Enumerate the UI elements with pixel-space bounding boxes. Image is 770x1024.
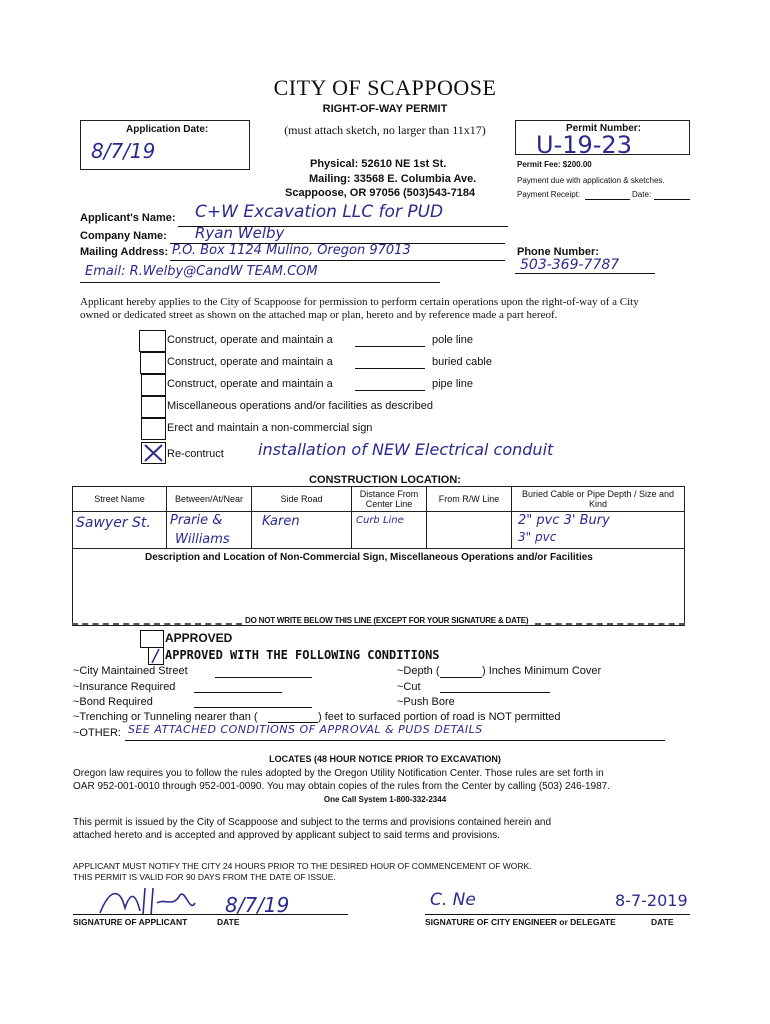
row-cell-rw bbox=[426, 511, 512, 549]
city-title: CITY OF SCAPPOOSE bbox=[273, 75, 497, 100]
payment-date-label: Date: bbox=[632, 190, 652, 199]
option-suffix-cable: buried cable bbox=[432, 356, 492, 368]
locates-line3: One Call System 1-800-332-2344 bbox=[323, 795, 447, 804]
col-street-name: Street Name bbox=[72, 486, 167, 512]
option-blank-pole bbox=[355, 346, 425, 347]
applicant-name-label: Applicant's Name: bbox=[80, 212, 176, 224]
city-street-line bbox=[215, 677, 312, 678]
option-label-pole: Construct, operate and maintain a bbox=[167, 334, 333, 346]
city-date-value: 8-7-2019 bbox=[615, 891, 688, 910]
intro-text: Applicant hereby applies to the City of Scappoose for permission to perform certain operations upon the right-of-way of a City owned or dedicated street as shown on the attached map or plan, hereto and by reference made a part hereof. bbox=[80, 296, 639, 321]
city-date-label: DATE bbox=[651, 917, 674, 927]
locates-line1: Oregon law requires you to follow the rules adopted by the Oregon Utility Notification Center. Those rules are set forth in bbox=[73, 768, 604, 779]
col-depth: Buried Cable or Pipe Depth / Size and Kind bbox=[511, 486, 685, 512]
other-value: SEE ATTACHED CONDITIONS OF APPROVAL & PUDS DETAILS bbox=[128, 723, 483, 736]
approved-label: APPROVED bbox=[165, 631, 233, 645]
email-value: Email: R.Welby@CandW TEAM.COM bbox=[85, 264, 318, 279]
mailing-address-value: P.O. Box 1124 Mulino, Oregon 97013 bbox=[172, 243, 411, 258]
application-date-value: 8/7/19 bbox=[91, 139, 156, 163]
insurance-label: ~Insurance Required bbox=[73, 681, 176, 693]
depth-value-2: 3" pvc bbox=[518, 530, 557, 544]
bond-label: ~Bond Required bbox=[73, 696, 153, 708]
mailing-address-label: Mailing Address: bbox=[80, 246, 169, 258]
divider-dashes-right bbox=[535, 623, 685, 625]
payment-due: Payment due with application & sketches. bbox=[517, 176, 665, 185]
option-suffix-pole: pole line bbox=[432, 334, 473, 346]
depth-label: ~Depth ( bbox=[397, 665, 440, 677]
company-name-label: Company Name: bbox=[80, 230, 167, 242]
mailing-address: Mailing: 33568 E. Columbia Ave. bbox=[309, 173, 477, 185]
phone-label: Phone Number: bbox=[517, 246, 599, 258]
issued-line1: This permit is issued by the City of Scappoose and subject to the terms and provisions contained herein and bbox=[73, 817, 552, 828]
depth-value-1: 2" pvc 3' Bury bbox=[518, 513, 610, 528]
mailing-address-line bbox=[170, 260, 505, 261]
company-name-value: Ryan Welby bbox=[195, 224, 285, 242]
permit-fee: Permit Fee: $200.00 bbox=[517, 160, 592, 169]
locates-line2: OAR 952-001-0010 through 952-001-0090. You may obtain copies of the rules from the Center by calling (503) 246-1987. bbox=[73, 781, 611, 792]
option-checkbox-misc[interactable] bbox=[141, 396, 166, 418]
col-rw-line: From R/W Line bbox=[426, 486, 512, 512]
city-street-label: ~City Maintained Street bbox=[73, 665, 188, 677]
option-blank-cable bbox=[355, 368, 425, 369]
trenching-label: ~Trenching or Tunneling nearer than ( bbox=[73, 711, 258, 723]
city-signature-label: SIGNATURE OF CITY ENGINEER or DELEGATE bbox=[425, 917, 616, 927]
city-signature-line bbox=[425, 914, 690, 915]
recontruct-note: installation of NEW Electrical conduit bbox=[258, 440, 554, 459]
applicant-signature-line bbox=[73, 914, 348, 915]
city-signature: C. Ne bbox=[430, 890, 476, 910]
check-x-icon bbox=[142, 443, 165, 463]
depth-tail: ) Inches Minimum Cover bbox=[482, 665, 602, 677]
col-distance: Distance From Center Line bbox=[351, 486, 427, 512]
cut-line bbox=[440, 692, 550, 693]
payment-receipt-label: Payment Receipt: bbox=[517, 190, 581, 199]
notice-line1: APPLICANT MUST NOTIFY THE CITY 24 HOURS PRIOR TO THE DESIRED HOUR OF COMMENCEMENT OF WORK. bbox=[73, 861, 532, 871]
divider-text: DO NOT WRITE BELOW THIS LINE (EXCEPT FOR YOUR SIGNATURE & DATE) bbox=[245, 616, 529, 625]
cut-label: ~Cut bbox=[397, 681, 421, 693]
between-value-2: Williams bbox=[175, 532, 230, 547]
side-road-value: Karen bbox=[262, 514, 300, 529]
option-label-misc: Miscellaneous operations and/or facilities as described bbox=[167, 400, 433, 412]
phone-value: 503-369-7787 bbox=[520, 257, 620, 273]
option-checkbox-pole[interactable] bbox=[139, 330, 166, 352]
other-label: ~OTHER: bbox=[73, 727, 121, 739]
other-line bbox=[125, 740, 665, 741]
option-suffix-pipe: pipe line bbox=[432, 378, 473, 390]
applicant-date-value: 8/7/19 bbox=[225, 893, 290, 917]
option-label-recontruct: Re-contruct bbox=[167, 448, 224, 460]
option-blank-pipe bbox=[355, 390, 425, 391]
sketch-note: (must attach sketch, no larger than 11x17) bbox=[284, 123, 486, 137]
approved-checkbox[interactable] bbox=[140, 630, 164, 648]
divider-dashes-left bbox=[72, 623, 242, 625]
option-checkbox-pipe[interactable] bbox=[141, 374, 166, 396]
permit-number-value: U-19-23 bbox=[536, 131, 632, 159]
permit-type: RIGHT-OF-WAY PERMIT bbox=[322, 103, 448, 115]
phone-line bbox=[515, 273, 655, 274]
city-address: Scappoose, OR 97056 (503)543-7184 bbox=[285, 187, 476, 199]
description-title: Description and Location of Non-Commercial Sign, Miscellaneous Operations and/or Facilities bbox=[145, 552, 593, 563]
notice-line2: THIS PERMIT IS VALID FOR 90 DAYS FROM THE DATE OF ISSUE. bbox=[73, 872, 336, 882]
col-side-road: Side Road bbox=[251, 486, 352, 512]
trenching-tail: ) feet to surfaced portion of road is NOT permitted bbox=[318, 711, 561, 723]
applicant-signature-label: SIGNATURE OF APPLICANT bbox=[73, 917, 188, 927]
approved-check-icon bbox=[149, 648, 163, 664]
application-date-label: Application Date: bbox=[126, 124, 209, 135]
option-label-sign: Erect and maintain a non-commercial sign bbox=[167, 422, 373, 434]
construction-title: CONSTRUCTION LOCATION: bbox=[309, 474, 461, 486]
option-label-cable: Construct, operate and maintain a bbox=[167, 356, 333, 368]
option-checkbox-sign[interactable] bbox=[141, 418, 166, 440]
between-value-1: Prarie & bbox=[170, 513, 223, 528]
payment-receipt-line bbox=[585, 199, 630, 200]
insurance-line bbox=[194, 692, 282, 693]
physical-address: Physical: 52610 NE 1st St. bbox=[310, 158, 447, 170]
street-value: Sawyer St. bbox=[76, 515, 151, 531]
push-bore-label: ~Push Bore bbox=[397, 696, 455, 708]
distance-value: Curb Line bbox=[356, 515, 404, 526]
col-between: Between/At/Near bbox=[166, 486, 252, 512]
option-label-pipe: Construct, operate and maintain a bbox=[167, 378, 333, 390]
option-checkbox-recontruct[interactable] bbox=[141, 442, 166, 464]
bond-line bbox=[194, 707, 312, 708]
option-checkbox-cable[interactable] bbox=[140, 352, 166, 374]
application-date-box bbox=[80, 120, 250, 170]
permit-number-box bbox=[515, 120, 690, 159]
approved-cond-checkbox[interactable] bbox=[148, 647, 164, 665]
email-line bbox=[80, 282, 440, 283]
applicant-date-label: DATE bbox=[217, 917, 240, 927]
applicant-name-value: C+W Excavation LLC for PUD bbox=[195, 202, 444, 222]
approved-cond-label: APPROVED WITH THE FOLLOWING CONDITIONS bbox=[165, 648, 440, 662]
issued-line2: attached hereto and is accepted and approved by applicant subject to said terms and provisions. bbox=[73, 830, 500, 841]
payment-date-line bbox=[654, 199, 690, 200]
locates-title: LOCATES (48 HOUR NOTICE PRIOR TO EXCAVATION) bbox=[269, 754, 501, 764]
depth-blank bbox=[440, 677, 482, 678]
permit-number-label: Permit Number: bbox=[566, 123, 642, 134]
